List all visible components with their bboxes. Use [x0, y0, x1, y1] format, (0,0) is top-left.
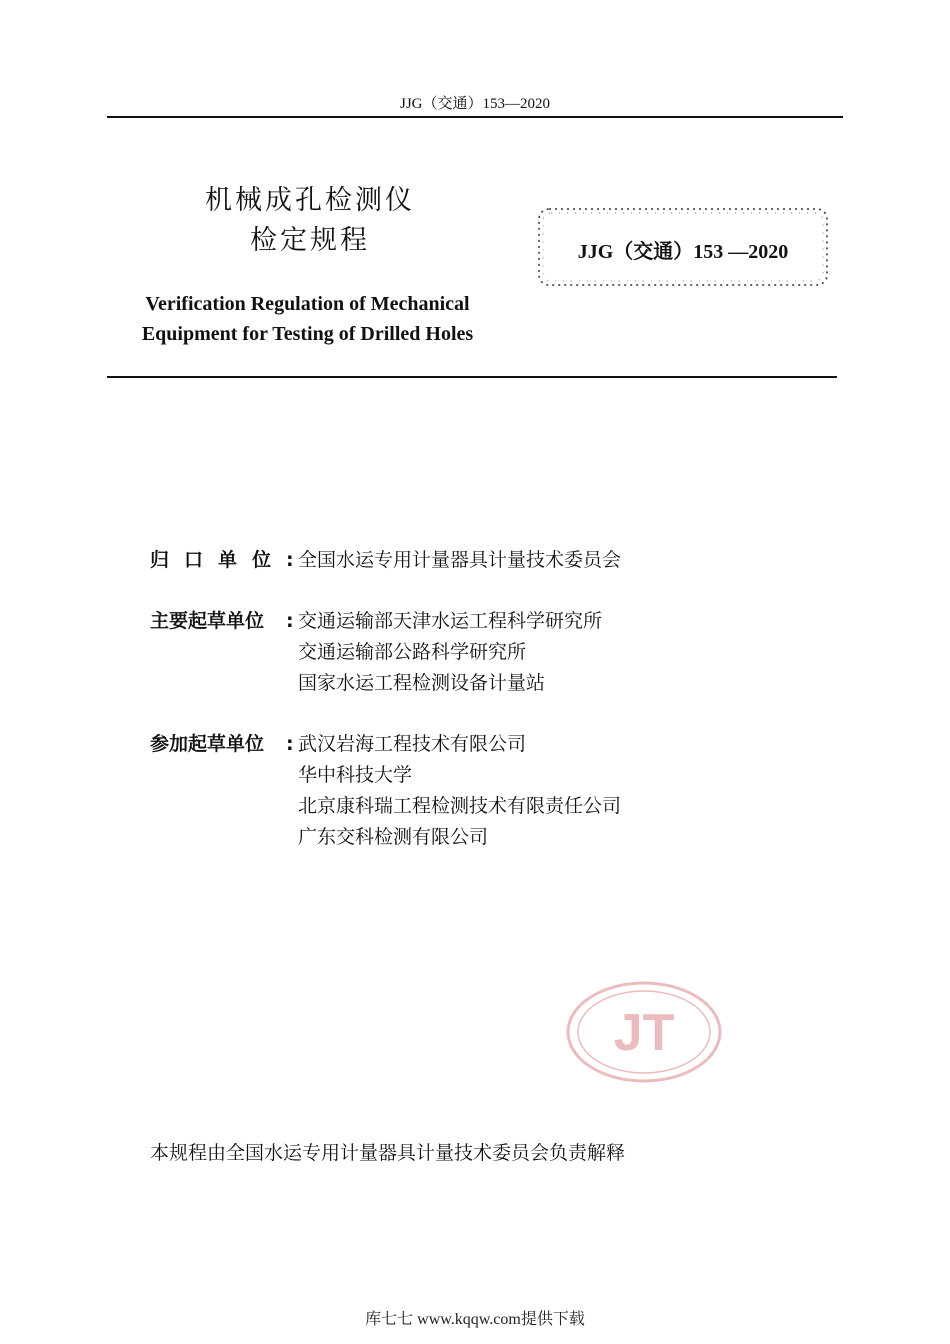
jt-seal-logo: [565, 980, 723, 1084]
info-value: 武汉岩海工程技术有限公司: [298, 733, 527, 755]
code-box: [535, 205, 831, 289]
footer-note: 本规程由全国水运专用计量器具计量技术委员会负责解释: [150, 1142, 626, 1164]
info-colon: :: [286, 733, 294, 755]
info-value: 全国水运专用计量器具计量技术委员会: [298, 549, 622, 571]
title-cn-line1: 机械成孔检测仪: [205, 185, 415, 216]
code-box-text: JJG（交通）153 —2020: [577, 241, 789, 263]
info-value: 交通运输部天津水运工程科学研究所: [298, 610, 603, 632]
info-values-participating-drafters: [298, 729, 621, 853]
info-value: 国家水运工程检测设备计量站: [298, 672, 546, 694]
download-watermark: 库七七 www.kqqw.com提供下载: [365, 1311, 585, 1328]
title-en-line1: Verification Regulation of Mechanical: [145, 293, 470, 315]
middle-rule: [107, 376, 837, 378]
info-value: 华中科技大学: [298, 764, 413, 786]
info-values-authority: [298, 545, 621, 576]
info-values-main-drafters: [298, 606, 602, 699]
header-code: JJG（交通）153—2020: [399, 96, 550, 112]
info-label-authority: 归口单位: [150, 549, 287, 571]
info-colon: :: [286, 610, 294, 632]
info-value: 广东交科检测有限公司: [298, 826, 489, 848]
title-en-line2: Equipment for Testing of Drilled Holes: [141, 323, 474, 345]
seal-text: JT: [613, 1004, 675, 1062]
info-label-participating-drafters: 参加起草单位: [150, 733, 265, 755]
info-colon: :: [286, 549, 294, 571]
info-value: 交通运输部公路科学研究所: [298, 641, 527, 663]
title-cn-line2: 检定规程: [250, 225, 370, 256]
info-value: 北京康科瑞工程检测技术有限责任公司: [298, 795, 622, 817]
top-rule: [107, 116, 843, 118]
info-label-main-drafters: 主要起草单位: [150, 610, 265, 632]
